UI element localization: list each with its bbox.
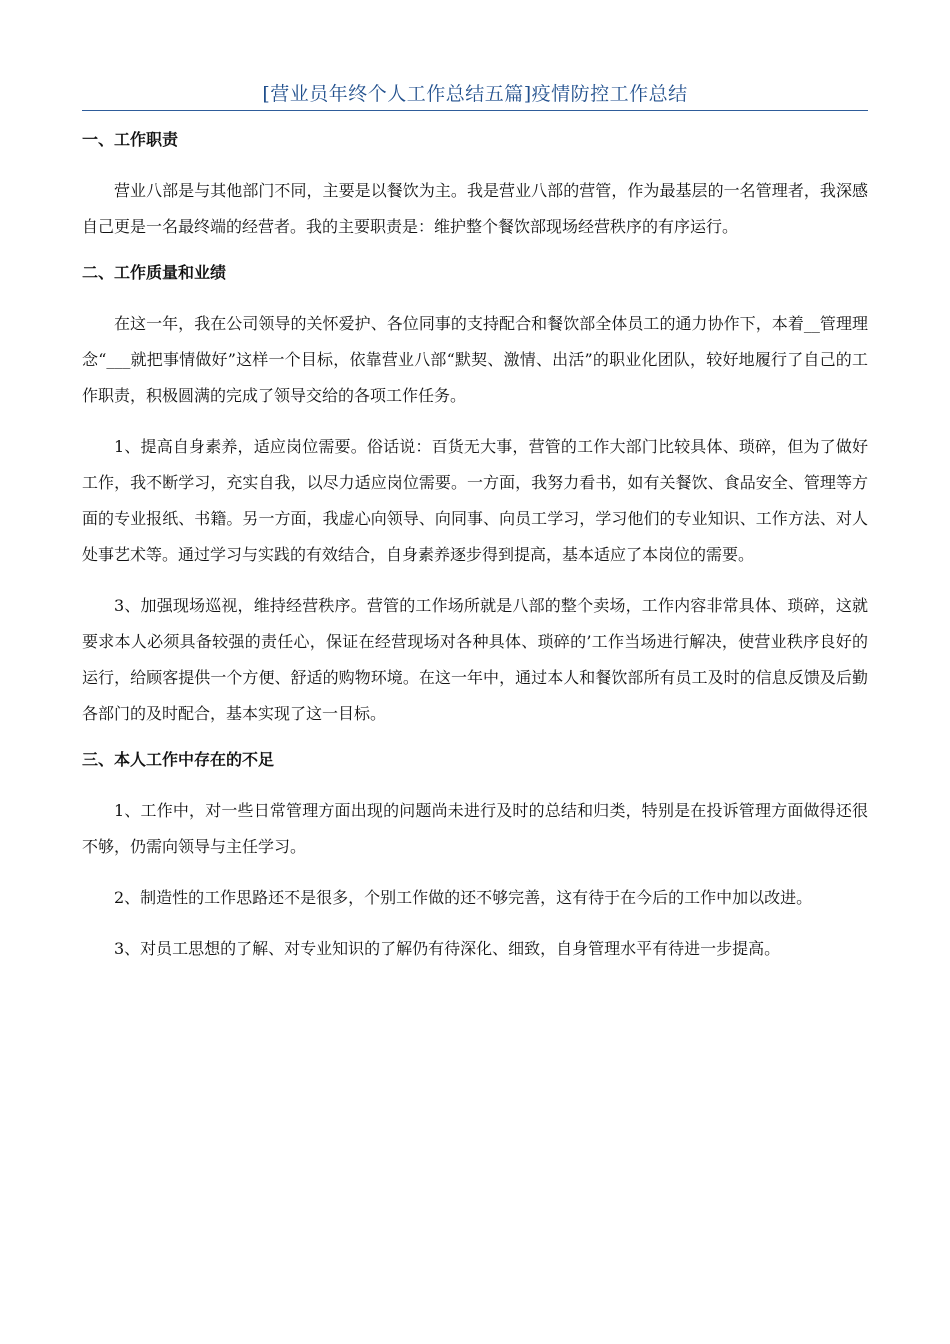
page-header — [82, 80, 868, 111]
paragraph: 3、对员工思想的了解、对专业知识的了解仍有待深化、细致，自身管理水平有待进一步提高。 — [114, 939, 781, 958]
section-heading: 二、工作质量和业绩 — [82, 263, 227, 282]
paragraph: 1、提高自身素养，适应岗位需要。俗话说：百货无大事，营管的工作大部门比较具体、琐碎，但为了做好工作，我不断学习，充实自我，以尽力适应岗位需要。一方面，我努力看书，如有关餐饮、食品安全、管理等方面的专业报纸、书籍。另一方面，我虚心向领导、向同事、向员工学习，学习他们的专业知识、工作方法、对人处事艺术等。通过学习与实践的有效结合，自身素养逐步得到提高，基本适应了本岗位的需要。 — [82, 437, 868, 564]
paragraph: 2、制造性的工作思路还不是很多，个别工作做的还不够完善，这有待于在今后的工作中加以改进。 — [114, 888, 813, 907]
paragraph: 1、工作中，对一些日常管理方面出现的问题尚未进行及时的总结和归类，特别是在投诉管理方面做得还很不够，仍需向领导与主任学习。 — [82, 801, 868, 856]
document-body — [82, 122, 868, 967]
section-heading: 三、本人工作中存在的不足 — [82, 750, 275, 769]
section-work-quality — [82, 255, 868, 732]
document-title: [营业员年终个人工作总结五篇]疫情防控工作总结 — [262, 83, 688, 105]
section-heading: 一、工作职责 — [82, 130, 179, 149]
section-shortcomings — [82, 742, 868, 967]
paragraph: 3、加强现场巡视，维持经营秩序。营管的工作场所就是八部的整个卖场，工作内容非常具体、琐碎，这就要求本人必须具备较强的责任心，保证在经营现场对各种具体、琐碎的’工作当场进行解决，使营业秩序良好的运行，给顾客提供一个方便、舒适的购物环境。在这一年中，通过本人和餐饮部所有员工及时的信息反馈及后勤各部门的及时配合，基本实现了这一目标。 — [82, 596, 868, 723]
section-job-duties — [82, 122, 868, 245]
paragraph: 在这一年，我在公司领导的关怀爱护、各位同事的支持配合和餐饮部全体员工的通力协作下，本着__管理理念“___就把事情做好”这样一个目标，依靠营业八部“默契、激情、出活”的职业化团队，较好地履行了自己的工作职责，积极圆满的完成了领导交给的各项工作任务。 — [82, 314, 868, 405]
paragraph: 营业八部是与其他部门不同，主要是以餐饮为主。我是营业八部的营管，作为最基层的一名管理者，我深感自己更是一名最终端的经营者。我的主要职责是：维护整个餐饮部现场经营秩序的有序运行。 — [82, 181, 868, 236]
